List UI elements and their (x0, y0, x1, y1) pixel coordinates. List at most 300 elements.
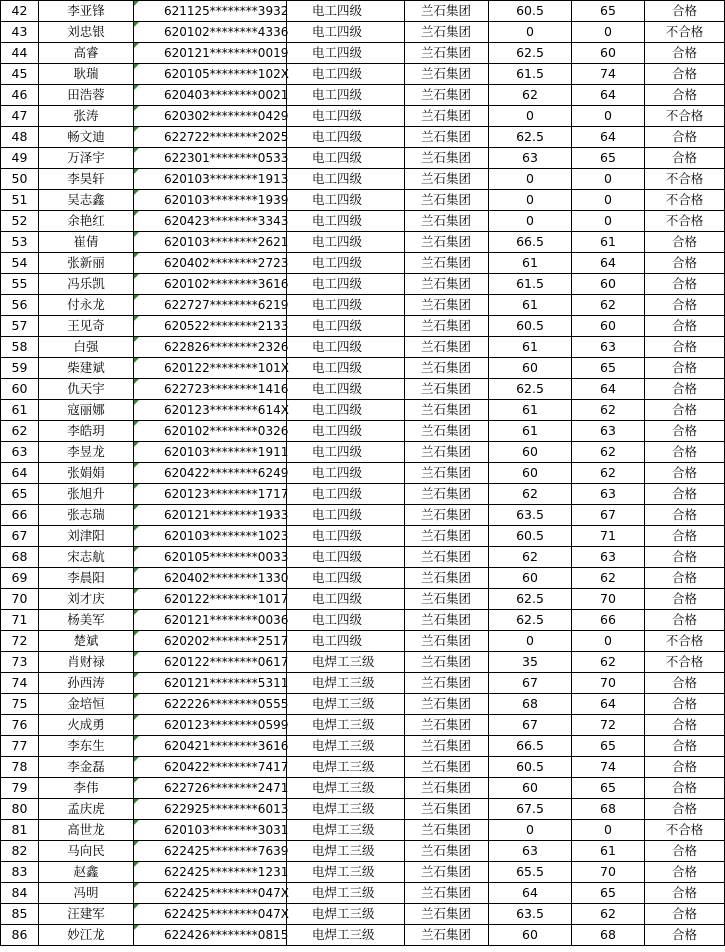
practical-score-cell[interactable]: 0 (572, 106, 645, 127)
result-cell[interactable]: 不合格 (645, 22, 725, 43)
id-number-cell[interactable]: 622426********0815 (134, 925, 287, 946)
id-number-cell[interactable]: 620123********0599 (134, 715, 287, 736)
name-cell[interactable]: 刘忠银 (39, 22, 134, 43)
row-number-cell[interactable]: 63 (1, 442, 39, 463)
organization-cell[interactable]: 兰石集团 (405, 463, 489, 484)
organization-cell[interactable]: 兰石集团 (405, 442, 489, 463)
name-cell[interactable]: 张新丽 (39, 253, 134, 274)
organization-cell[interactable]: 兰石集团 (405, 610, 489, 631)
theory-score-cell[interactable]: 0 (489, 106, 572, 127)
id-number-cell[interactable]: 620102********3616 (134, 274, 287, 295)
trade-level-cell[interactable]: 电工四级 (287, 148, 405, 169)
row-number-cell[interactable]: 73 (1, 652, 39, 673)
id-number-cell[interactable]: 620302********0429 (134, 106, 287, 127)
id-number-cell[interactable]: 622727********6219 (134, 295, 287, 316)
row-number-cell[interactable]: 54 (1, 253, 39, 274)
trade-level-cell[interactable]: 电工四级 (287, 127, 405, 148)
practical-score-cell[interactable]: 65 (572, 358, 645, 379)
name-cell[interactable]: 吴志鑫 (39, 190, 134, 211)
id-number-cell[interactable]: 620123********614X (134, 400, 287, 421)
result-cell[interactable]: 合格 (645, 736, 725, 757)
name-cell[interactable]: 高世龙 (39, 820, 134, 841)
theory-score-cell[interactable]: 60 (489, 925, 572, 946)
organization-cell[interactable]: 兰石集团 (405, 43, 489, 64)
row-number-cell[interactable]: 61 (1, 400, 39, 421)
trade-level-cell[interactable]: 电工四级 (287, 379, 405, 400)
row-number-cell[interactable]: 66 (1, 505, 39, 526)
name-cell[interactable]: 李伟 (39, 778, 134, 799)
theory-score-cell[interactable]: 66.5 (489, 736, 572, 757)
trade-level-cell[interactable]: 电工四级 (287, 442, 405, 463)
practical-score-cell[interactable]: 68 (572, 799, 645, 820)
theory-score-cell[interactable]: 62.5 (489, 379, 572, 400)
organization-cell[interactable]: 兰石集团 (405, 925, 489, 946)
name-cell[interactable]: 付永龙 (39, 295, 134, 316)
trade-level-cell[interactable]: 电工四级 (287, 169, 405, 190)
practical-score-cell[interactable]: 62 (572, 295, 645, 316)
result-cell[interactable]: 合格 (645, 400, 725, 421)
organization-cell[interactable]: 兰石集团 (405, 253, 489, 274)
row-number-cell[interactable]: 43 (1, 22, 39, 43)
organization-cell[interactable]: 兰石集团 (405, 736, 489, 757)
id-number-cell[interactable]: 620102********4336 (134, 22, 287, 43)
organization-cell[interactable]: 兰石集团 (405, 211, 489, 232)
trade-level-cell[interactable]: 电焊工三级 (287, 925, 405, 946)
row-number-cell[interactable]: 49 (1, 148, 39, 169)
practical-score-cell[interactable]: 0 (572, 211, 645, 232)
id-number-cell[interactable]: 620121********0019 (134, 43, 287, 64)
id-number-cell[interactable]: 620403********0021 (134, 85, 287, 106)
row-number-cell[interactable]: 62 (1, 421, 39, 442)
practical-score-cell[interactable]: 65 (572, 736, 645, 757)
name-cell[interactable]: 耿瑞 (39, 64, 134, 85)
organization-cell[interactable]: 兰石集团 (405, 715, 489, 736)
name-cell[interactable]: 王见奇 (39, 316, 134, 337)
practical-score-cell[interactable]: 62 (572, 568, 645, 589)
organization-cell[interactable]: 兰石集团 (405, 400, 489, 421)
id-number-cell[interactable]: 620202********2517 (134, 631, 287, 652)
name-cell[interactable]: 孙西涛 (39, 673, 134, 694)
result-cell[interactable]: 合格 (645, 505, 725, 526)
trade-level-cell[interactable]: 电工四级 (287, 631, 405, 652)
trade-level-cell[interactable]: 电工四级 (287, 295, 405, 316)
id-number-cell[interactable]: 622425********7639 (134, 841, 287, 862)
practical-score-cell[interactable]: 60 (572, 274, 645, 295)
theory-score-cell[interactable]: 68 (489, 694, 572, 715)
practical-score-cell[interactable]: 70 (572, 589, 645, 610)
row-number-cell[interactable]: 57 (1, 316, 39, 337)
id-number-cell[interactable]: 620102********0326 (134, 421, 287, 442)
row-number-cell[interactable]: 56 (1, 295, 39, 316)
organization-cell[interactable]: 兰石集团 (405, 484, 489, 505)
result-cell[interactable]: 合格 (645, 778, 725, 799)
result-cell[interactable]: 合格 (645, 883, 725, 904)
result-cell[interactable]: 不合格 (645, 652, 725, 673)
trade-level-cell[interactable]: 电工四级 (287, 253, 405, 274)
organization-cell[interactable]: 兰石集团 (405, 778, 489, 799)
name-cell[interactable]: 李昊轩 (39, 169, 134, 190)
practical-score-cell[interactable]: 64 (572, 379, 645, 400)
result-cell[interactable]: 不合格 (645, 631, 725, 652)
result-cell[interactable]: 合格 (645, 295, 725, 316)
organization-cell[interactable]: 兰石集团 (405, 505, 489, 526)
row-number-cell[interactable]: 60 (1, 379, 39, 400)
organization-cell[interactable]: 兰石集团 (405, 169, 489, 190)
id-number-cell[interactable]: 620103********3031 (134, 820, 287, 841)
row-number-cell[interactable]: 86 (1, 925, 39, 946)
result-cell[interactable]: 合格 (645, 274, 725, 295)
theory-score-cell[interactable]: 63.5 (489, 505, 572, 526)
theory-score-cell[interactable]: 60.5 (489, 757, 572, 778)
row-number-cell[interactable]: 84 (1, 883, 39, 904)
theory-score-cell[interactable]: 62 (489, 85, 572, 106)
result-cell[interactable]: 合格 (645, 64, 725, 85)
name-cell[interactable]: 汪建军 (39, 904, 134, 925)
practical-score-cell[interactable]: 65 (572, 1, 645, 22)
trade-level-cell[interactable]: 电焊工三级 (287, 736, 405, 757)
row-number-cell[interactable]: 44 (1, 43, 39, 64)
result-cell[interactable]: 合格 (645, 1, 725, 22)
trade-level-cell[interactable]: 电焊工三级 (287, 904, 405, 925)
theory-score-cell[interactable]: 63 (489, 841, 572, 862)
name-cell[interactable]: 崔倩 (39, 232, 134, 253)
theory-score-cell[interactable]: 62 (489, 547, 572, 568)
row-number-cell[interactable]: 69 (1, 568, 39, 589)
result-cell[interactable]: 不合格 (645, 169, 725, 190)
id-number-cell[interactable]: 622726********2471 (134, 778, 287, 799)
theory-score-cell[interactable]: 0 (489, 169, 572, 190)
trade-level-cell[interactable]: 电工四级 (287, 190, 405, 211)
result-cell[interactable]: 合格 (645, 799, 725, 820)
id-number-cell[interactable]: 622925********6013 (134, 799, 287, 820)
id-number-cell[interactable]: 620402********2723 (134, 253, 287, 274)
name-cell[interactable]: 李金磊 (39, 757, 134, 778)
organization-cell[interactable]: 兰石集团 (405, 379, 489, 400)
trade-level-cell[interactable]: 电工四级 (287, 64, 405, 85)
theory-score-cell[interactable]: 61 (489, 295, 572, 316)
theory-score-cell[interactable]: 61 (489, 421, 572, 442)
organization-cell[interactable]: 兰石集团 (405, 148, 489, 169)
name-cell[interactable]: 畅文迪 (39, 127, 134, 148)
trade-level-cell[interactable]: 电焊工三级 (287, 820, 405, 841)
result-cell[interactable]: 合格 (645, 841, 725, 862)
practical-score-cell[interactable]: 65 (572, 883, 645, 904)
id-number-cell[interactable]: 622723********1416 (134, 379, 287, 400)
practical-score-cell[interactable]: 0 (572, 631, 645, 652)
trade-level-cell[interactable]: 电工四级 (287, 232, 405, 253)
result-cell[interactable]: 合格 (645, 484, 725, 505)
trade-level-cell[interactable]: 电工四级 (287, 22, 405, 43)
practical-score-cell[interactable]: 61 (572, 232, 645, 253)
trade-level-cell[interactable]: 电工四级 (287, 106, 405, 127)
organization-cell[interactable]: 兰石集团 (405, 589, 489, 610)
row-number-cell[interactable]: 42 (1, 1, 39, 22)
practical-score-cell[interactable]: 62 (572, 463, 645, 484)
id-number-cell[interactable]: 620121********1933 (134, 505, 287, 526)
organization-cell[interactable]: 兰石集团 (405, 190, 489, 211)
name-cell[interactable]: 赵鑫 (39, 862, 134, 883)
theory-score-cell[interactable]: 60 (489, 568, 572, 589)
practical-score-cell[interactable]: 72 (572, 715, 645, 736)
theory-score-cell[interactable]: 0 (489, 631, 572, 652)
row-number-cell[interactable]: 70 (1, 589, 39, 610)
id-number-cell[interactable]: 622826********2326 (134, 337, 287, 358)
organization-cell[interactable]: 兰石集团 (405, 64, 489, 85)
row-number-cell[interactable]: 64 (1, 463, 39, 484)
name-cell[interactable]: 火成勇 (39, 715, 134, 736)
result-cell[interactable]: 合格 (645, 568, 725, 589)
theory-score-cell[interactable]: 35 (489, 652, 572, 673)
name-cell[interactable]: 马向民 (39, 841, 134, 862)
row-number-cell[interactable]: 55 (1, 274, 39, 295)
name-cell[interactable]: 寇丽娜 (39, 400, 134, 421)
id-number-cell[interactable]: 620423********3343 (134, 211, 287, 232)
trade-level-cell[interactable]: 电工四级 (287, 610, 405, 631)
theory-score-cell[interactable]: 67 (489, 673, 572, 694)
organization-cell[interactable]: 兰石集团 (405, 631, 489, 652)
result-cell[interactable]: 不合格 (645, 106, 725, 127)
id-number-cell[interactable]: 621125********3932 (134, 1, 287, 22)
id-number-cell[interactable]: 620121********5311 (134, 673, 287, 694)
practical-score-cell[interactable]: 65 (572, 148, 645, 169)
organization-cell[interactable]: 兰石集团 (405, 820, 489, 841)
id-number-cell[interactable]: 620121********0036 (134, 610, 287, 631)
row-number-cell[interactable]: 58 (1, 337, 39, 358)
theory-score-cell[interactable]: 62 (489, 484, 572, 505)
theory-score-cell[interactable]: 60 (489, 463, 572, 484)
trade-level-cell[interactable]: 电焊工三级 (287, 652, 405, 673)
result-cell[interactable]: 合格 (645, 694, 725, 715)
result-cell[interactable]: 合格 (645, 337, 725, 358)
theory-score-cell[interactable]: 67 (489, 715, 572, 736)
id-number-cell[interactable]: 620103********1023 (134, 526, 287, 547)
trade-level-cell[interactable]: 电焊工三级 (287, 799, 405, 820)
name-cell[interactable]: 刘才庆 (39, 589, 134, 610)
theory-score-cell[interactable]: 60.5 (489, 1, 572, 22)
organization-cell[interactable]: 兰石集团 (405, 547, 489, 568)
row-number-cell[interactable]: 68 (1, 547, 39, 568)
name-cell[interactable]: 妙江龙 (39, 925, 134, 946)
theory-score-cell[interactable]: 0 (489, 190, 572, 211)
practical-score-cell[interactable]: 65 (572, 778, 645, 799)
row-number-cell[interactable]: 78 (1, 757, 39, 778)
name-cell[interactable]: 肖财禄 (39, 652, 134, 673)
id-number-cell[interactable]: 622226********0555 (134, 694, 287, 715)
trade-level-cell[interactable]: 电工四级 (287, 568, 405, 589)
name-cell[interactable]: 张娟娟 (39, 463, 134, 484)
trade-level-cell[interactable]: 电工四级 (287, 43, 405, 64)
result-cell[interactable]: 不合格 (645, 820, 725, 841)
row-number-cell[interactable]: 52 (1, 211, 39, 232)
practical-score-cell[interactable]: 63 (572, 484, 645, 505)
name-cell[interactable]: 孟庆虎 (39, 799, 134, 820)
result-cell[interactable]: 合格 (645, 43, 725, 64)
trade-level-cell[interactable]: 电工四级 (287, 547, 405, 568)
theory-score-cell[interactable]: 63 (489, 148, 572, 169)
result-cell[interactable]: 合格 (645, 547, 725, 568)
result-cell[interactable]: 不合格 (645, 190, 725, 211)
id-number-cell[interactable]: 620522********2133 (134, 316, 287, 337)
name-cell[interactable]: 李皓玥 (39, 421, 134, 442)
name-cell[interactable]: 李昱龙 (39, 442, 134, 463)
result-cell[interactable]: 合格 (645, 232, 725, 253)
row-number-cell[interactable]: 77 (1, 736, 39, 757)
practical-score-cell[interactable]: 62 (572, 652, 645, 673)
trade-level-cell[interactable]: 电焊工三级 (287, 883, 405, 904)
id-number-cell[interactable]: 622425********047X (134, 883, 287, 904)
row-number-cell[interactable]: 65 (1, 484, 39, 505)
trade-level-cell[interactable]: 电工四级 (287, 463, 405, 484)
organization-cell[interactable]: 兰石集团 (405, 421, 489, 442)
trade-level-cell[interactable]: 电工四级 (287, 1, 405, 22)
id-number-cell[interactable]: 620103********1939 (134, 190, 287, 211)
result-cell[interactable]: 不合格 (645, 211, 725, 232)
organization-cell[interactable]: 兰石集团 (405, 526, 489, 547)
theory-score-cell[interactable]: 0 (489, 211, 572, 232)
organization-cell[interactable]: 兰石集团 (405, 22, 489, 43)
result-cell[interactable]: 合格 (645, 757, 725, 778)
id-number-cell[interactable]: 622301********0533 (134, 148, 287, 169)
theory-score-cell[interactable]: 61 (489, 253, 572, 274)
name-cell[interactable]: 张旭升 (39, 484, 134, 505)
organization-cell[interactable]: 兰石集团 (405, 757, 489, 778)
trade-level-cell[interactable]: 电工四级 (287, 337, 405, 358)
name-cell[interactable]: 柴建斌 (39, 358, 134, 379)
practical-score-cell[interactable]: 70 (572, 862, 645, 883)
id-number-cell[interactable]: 620103********1913 (134, 169, 287, 190)
practical-score-cell[interactable]: 0 (572, 169, 645, 190)
organization-cell[interactable]: 兰石集团 (405, 337, 489, 358)
theory-score-cell[interactable]: 60.5 (489, 316, 572, 337)
name-cell[interactable]: 张志瑞 (39, 505, 134, 526)
practical-score-cell[interactable]: 70 (572, 673, 645, 694)
id-number-cell[interactable]: 620422********6249 (134, 463, 287, 484)
practical-score-cell[interactable]: 74 (572, 64, 645, 85)
trade-level-cell[interactable]: 电焊工三级 (287, 694, 405, 715)
row-number-cell[interactable]: 53 (1, 232, 39, 253)
trade-level-cell[interactable]: 电焊工三级 (287, 841, 405, 862)
id-number-cell[interactable]: 620122********0617 (134, 652, 287, 673)
trade-level-cell[interactable]: 电工四级 (287, 526, 405, 547)
organization-cell[interactable]: 兰石集团 (405, 568, 489, 589)
name-cell[interactable]: 李东生 (39, 736, 134, 757)
practical-score-cell[interactable]: 63 (572, 337, 645, 358)
result-cell[interactable]: 合格 (645, 925, 725, 946)
row-number-cell[interactable]: 81 (1, 820, 39, 841)
trade-level-cell[interactable]: 电工四级 (287, 316, 405, 337)
organization-cell[interactable]: 兰石集团 (405, 841, 489, 862)
id-number-cell[interactable]: 622425********1231 (134, 862, 287, 883)
name-cell[interactable]: 白强 (39, 337, 134, 358)
result-cell[interactable]: 合格 (645, 379, 725, 400)
row-number-cell[interactable]: 83 (1, 862, 39, 883)
theory-score-cell[interactable]: 60 (489, 778, 572, 799)
practical-score-cell[interactable]: 0 (572, 22, 645, 43)
row-number-cell[interactable]: 71 (1, 610, 39, 631)
name-cell[interactable]: 冯乐凯 (39, 274, 134, 295)
result-cell[interactable]: 合格 (645, 526, 725, 547)
practical-score-cell[interactable]: 0 (572, 190, 645, 211)
organization-cell[interactable]: 兰石集团 (405, 694, 489, 715)
name-cell[interactable]: 杨美军 (39, 610, 134, 631)
organization-cell[interactable]: 兰石集团 (405, 904, 489, 925)
trade-level-cell[interactable]: 电工四级 (287, 211, 405, 232)
trade-level-cell[interactable]: 电焊工三级 (287, 862, 405, 883)
trade-level-cell[interactable]: 电焊工三级 (287, 715, 405, 736)
trade-level-cell[interactable]: 电焊工三级 (287, 778, 405, 799)
practical-score-cell[interactable]: 64 (572, 85, 645, 106)
theory-score-cell[interactable]: 61.5 (489, 64, 572, 85)
name-cell[interactable]: 冯明 (39, 883, 134, 904)
theory-score-cell[interactable]: 64 (489, 883, 572, 904)
name-cell[interactable]: 仇天宇 (39, 379, 134, 400)
row-number-cell[interactable]: 46 (1, 85, 39, 106)
theory-score-cell[interactable]: 0 (489, 22, 572, 43)
trade-level-cell[interactable]: 电工四级 (287, 400, 405, 421)
organization-cell[interactable]: 兰石集团 (405, 1, 489, 22)
result-cell[interactable]: 合格 (645, 589, 725, 610)
name-cell[interactable]: 万泽宇 (39, 148, 134, 169)
practical-score-cell[interactable]: 61 (572, 841, 645, 862)
theory-score-cell[interactable]: 0 (489, 820, 572, 841)
organization-cell[interactable]: 兰石集团 (405, 85, 489, 106)
practical-score-cell[interactable]: 64 (572, 127, 645, 148)
practical-score-cell[interactable]: 67 (572, 505, 645, 526)
id-number-cell[interactable]: 620402********1330 (134, 568, 287, 589)
row-number-cell[interactable]: 47 (1, 106, 39, 127)
row-number-cell[interactable]: 67 (1, 526, 39, 547)
practical-score-cell[interactable]: 68 (572, 925, 645, 946)
row-number-cell[interactable]: 50 (1, 169, 39, 190)
result-cell[interactable]: 合格 (645, 610, 725, 631)
row-number-cell[interactable]: 72 (1, 631, 39, 652)
name-cell[interactable]: 李晨阳 (39, 568, 134, 589)
row-number-cell[interactable]: 80 (1, 799, 39, 820)
name-cell[interactable]: 田浩蓉 (39, 85, 134, 106)
name-cell[interactable]: 刘津阳 (39, 526, 134, 547)
result-cell[interactable]: 合格 (645, 904, 725, 925)
trade-level-cell[interactable]: 电工四级 (287, 85, 405, 106)
row-number-cell[interactable]: 48 (1, 127, 39, 148)
theory-score-cell[interactable]: 62.5 (489, 43, 572, 64)
trade-level-cell[interactable]: 电工四级 (287, 484, 405, 505)
trade-level-cell[interactable]: 电工四级 (287, 358, 405, 379)
id-number-cell[interactable]: 620103********2621 (134, 232, 287, 253)
id-number-cell[interactable]: 620122********1017 (134, 589, 287, 610)
theory-score-cell[interactable]: 60 (489, 358, 572, 379)
row-number-cell[interactable]: 85 (1, 904, 39, 925)
organization-cell[interactable]: 兰石集团 (405, 274, 489, 295)
id-number-cell[interactable]: 622722********2025 (134, 127, 287, 148)
result-cell[interactable]: 合格 (645, 148, 725, 169)
id-number-cell[interactable]: 620123********1717 (134, 484, 287, 505)
theory-score-cell[interactable]: 61.5 (489, 274, 572, 295)
row-number-cell[interactable]: 59 (1, 358, 39, 379)
practical-score-cell[interactable]: 62 (572, 400, 645, 421)
organization-cell[interactable]: 兰石集团 (405, 295, 489, 316)
practical-score-cell[interactable]: 64 (572, 694, 645, 715)
result-cell[interactable]: 合格 (645, 127, 725, 148)
practical-score-cell[interactable]: 63 (572, 421, 645, 442)
practical-score-cell[interactable]: 0 (572, 820, 645, 841)
theory-score-cell[interactable]: 60.5 (489, 526, 572, 547)
id-number-cell[interactable]: 620122********101X (134, 358, 287, 379)
practical-score-cell[interactable]: 64 (572, 253, 645, 274)
practical-score-cell[interactable]: 66 (572, 610, 645, 631)
row-number-cell[interactable]: 45 (1, 64, 39, 85)
result-cell[interactable]: 合格 (645, 85, 725, 106)
id-number-cell[interactable]: 622425********047X (134, 904, 287, 925)
